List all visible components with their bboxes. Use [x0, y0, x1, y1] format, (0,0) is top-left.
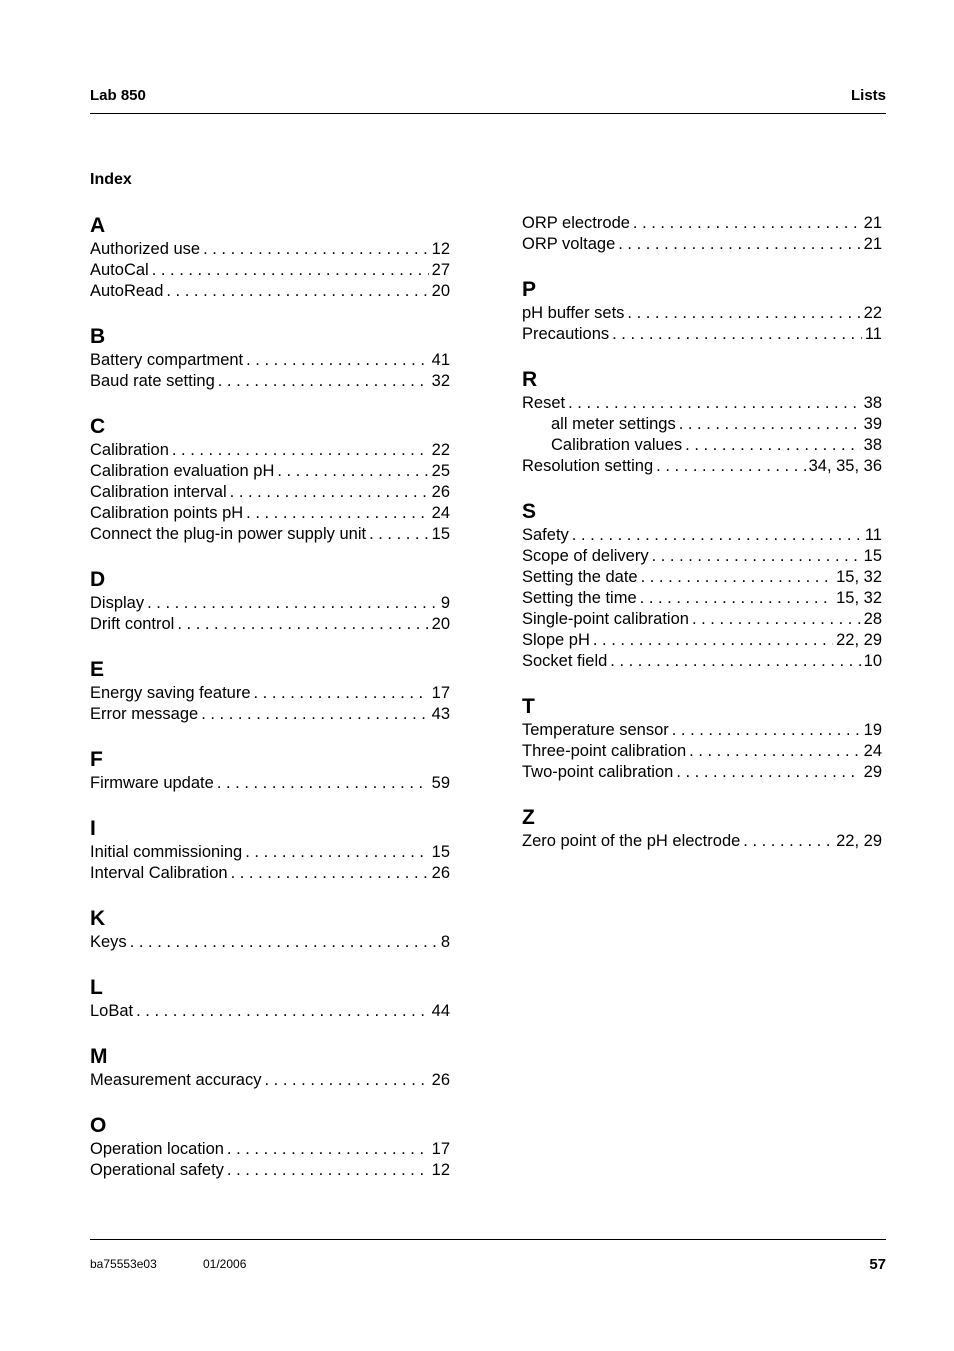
section-letter: B: [90, 325, 106, 348]
index-entry: [90, 704, 450, 725]
section-letter: F: [90, 748, 103, 771]
index-section: [522, 499, 882, 672]
dot-leader: [217, 773, 429, 794]
index-section: [90, 567, 450, 635]
entry-term: Setting the time: [522, 589, 637, 607]
entry-page: 15, 32: [836, 568, 882, 586]
index-section: [90, 1044, 450, 1091]
index-subentry: [522, 435, 882, 456]
section-letter: R: [522, 368, 538, 391]
running-header-section: Lists: [850, 87, 886, 104]
dot-leader: [254, 683, 429, 704]
entry-term: Keys: [90, 933, 127, 951]
index-column-left: [90, 213, 450, 1203]
entry-term: pH buffer sets: [522, 304, 625, 322]
dot-leader: [130, 932, 438, 953]
index-section: [522, 694, 882, 783]
dot-leader: [246, 503, 428, 524]
index-column-right: [522, 213, 882, 874]
index-entry: [90, 773, 450, 794]
entry-page: 29: [863, 763, 882, 781]
dot-leader: [656, 456, 805, 477]
index-entry: [90, 482, 450, 503]
section-letter: A: [90, 214, 106, 237]
entry-term: Drift control: [90, 615, 175, 633]
index-entry: [522, 630, 882, 651]
index-entry: [90, 1070, 450, 1091]
entry-term: Reset: [522, 394, 566, 412]
entry-term: all meter settings: [551, 415, 676, 433]
section-letter: K: [90, 907, 106, 930]
entry-page: 19: [863, 721, 882, 739]
entry-page: 26: [431, 864, 450, 882]
dot-leader: [265, 1070, 429, 1091]
index-entry: [522, 609, 882, 630]
index-entry: [90, 593, 450, 614]
index-section: [522, 277, 882, 345]
index-section: [90, 324, 450, 392]
index-entry: [90, 461, 450, 482]
index-section: [90, 816, 450, 884]
section-letter: T: [522, 695, 535, 718]
entry-term: Interval Calibration: [90, 864, 228, 882]
index-section: [90, 657, 450, 725]
entry-term: AutoCal: [90, 261, 149, 279]
dot-leader: [227, 1160, 429, 1181]
index-entry: [522, 741, 882, 762]
index-section: [90, 747, 450, 794]
dot-leader: [231, 863, 429, 884]
index-entry: [90, 1160, 450, 1181]
entry-term: Resolution setting: [522, 457, 654, 475]
dot-leader: [203, 239, 429, 260]
dot-leader: [633, 213, 861, 234]
dot-leader: [641, 567, 834, 588]
entry-page: 17: [431, 684, 450, 702]
dot-leader: [610, 651, 860, 672]
index-entry: [522, 567, 882, 588]
entry-term: ORP voltage: [522, 235, 616, 253]
section-letter: M: [90, 1045, 108, 1068]
index-entry: [90, 503, 450, 524]
dot-leader: [612, 324, 862, 345]
index-entry: [522, 213, 882, 234]
entry-page: 41: [431, 351, 450, 369]
entry-term: Error message: [90, 705, 199, 723]
entry-page: 26: [431, 1071, 450, 1089]
header-rule: [90, 113, 886, 114]
entry-page: 21: [863, 235, 882, 253]
dot-leader: [369, 524, 429, 545]
entry-term: LoBat: [90, 1002, 134, 1020]
section-letter: P: [522, 278, 537, 301]
entry-page: 11: [864, 526, 882, 544]
index-section: [90, 906, 450, 953]
entry-term: AutoRead: [90, 282, 164, 300]
dot-leader: [246, 350, 429, 371]
document-id: ba75553e03: [90, 1257, 157, 1271]
entry-page: 32: [431, 372, 450, 390]
entry-page: 44: [431, 1002, 450, 1020]
entry-term: Three-point calibration: [522, 742, 687, 760]
dot-leader: [227, 1139, 429, 1160]
entry-page: 15: [431, 525, 450, 543]
entry-page: 43: [431, 705, 450, 723]
index-entry: [522, 588, 882, 609]
index-section: [90, 414, 450, 545]
index-entry: [90, 239, 450, 260]
section-letter: L: [90, 976, 103, 999]
entry-page: 15: [863, 547, 882, 565]
entry-page: 26: [431, 483, 450, 501]
dot-leader: [218, 371, 429, 392]
index-entry: [522, 324, 882, 345]
dot-leader: [679, 414, 861, 435]
entry-term: Two-point calibration: [522, 763, 674, 781]
index-entry: [522, 393, 882, 414]
index-entry: [90, 932, 450, 953]
entry-page: 9: [440, 594, 450, 612]
running-header-title: Lab 850: [90, 87, 146, 104]
entry-page: 24: [863, 742, 882, 760]
dot-leader: [627, 303, 860, 324]
entry-term: Calibration values: [551, 436, 683, 454]
section-letter: C: [90, 415, 106, 438]
index-section: [90, 213, 450, 302]
dot-leader: [152, 260, 429, 281]
entry-term: Single-point calibration: [522, 610, 689, 628]
dot-leader: [201, 704, 428, 725]
index-entry: [522, 525, 882, 546]
entry-term: Precautions: [522, 325, 610, 343]
index-entry: [522, 546, 882, 567]
entry-page: 28: [863, 610, 882, 628]
dot-leader: [277, 461, 428, 482]
index-section: [522, 367, 882, 477]
dot-leader: [572, 525, 862, 546]
section-letter: Z: [522, 806, 535, 829]
index-subentry: [522, 414, 882, 435]
section-letter: D: [90, 568, 106, 591]
entry-term: Display: [90, 594, 145, 612]
entry-term: Initial commissioning: [90, 843, 243, 861]
entry-page: 11: [864, 325, 882, 343]
index-entry: [522, 720, 882, 741]
index-entry: [90, 863, 450, 884]
dot-leader: [147, 593, 438, 614]
dot-leader: [245, 842, 428, 863]
entry-term: Calibration interval: [90, 483, 227, 501]
entry-term: Firmware update: [90, 774, 214, 792]
dot-leader: [568, 393, 861, 414]
index-entry: [90, 260, 450, 281]
section-letter: E: [90, 658, 105, 681]
entry-page: 12: [431, 240, 450, 258]
entry-page: 59: [431, 774, 450, 792]
entry-term: Socket field: [522, 652, 608, 670]
section-letter: O: [90, 1114, 107, 1137]
entry-term: Measurement accuracy: [90, 1071, 262, 1089]
index-section: [522, 213, 882, 255]
section-letter: I: [90, 817, 96, 840]
dot-leader: [172, 440, 429, 461]
index-entry: [90, 1001, 450, 1022]
document-date: 01/2006: [203, 1257, 247, 1271]
entry-term: Temperature sensor: [522, 721, 669, 739]
entry-page: 27: [431, 261, 450, 279]
entry-term: Safety: [522, 526, 569, 544]
index-entry: [90, 350, 450, 371]
index-entry: [522, 651, 882, 672]
dot-leader: [689, 741, 860, 762]
index-entry: [90, 371, 450, 392]
dot-leader: [230, 482, 429, 503]
dot-leader: [136, 1001, 429, 1022]
index-entry: [90, 524, 450, 545]
entry-term: Scope of delivery: [522, 547, 649, 565]
index-entry: [90, 281, 450, 302]
entry-term: Slope pH: [522, 631, 590, 649]
page-title: Index: [90, 171, 132, 188]
entry-term: Energy saving feature: [90, 684, 251, 702]
entry-page: 20: [431, 615, 450, 633]
entry-term: Authorized use: [90, 240, 201, 258]
entry-page: 38: [863, 436, 882, 454]
index-entry: [90, 683, 450, 704]
entry-page: 25: [431, 462, 450, 480]
index-entry: [522, 762, 882, 783]
entry-term: Connect the plug-in power supply unit: [90, 525, 367, 543]
entry-page: 34, 35, 36: [808, 457, 882, 475]
entry-page: 8: [440, 933, 450, 951]
entry-term: Baud rate setting: [90, 372, 215, 390]
entry-term: ORP electrode: [522, 214, 630, 232]
entry-page: 10: [863, 652, 882, 670]
dot-leader: [743, 831, 833, 852]
index-section: [522, 805, 882, 852]
dot-leader: [177, 614, 428, 635]
index-section: [90, 975, 450, 1022]
entry-term: Battery compartment: [90, 351, 244, 369]
entry-page: 17: [431, 1140, 450, 1158]
page-number: 57: [869, 1256, 886, 1273]
index-entry: [90, 440, 450, 461]
dot-leader: [640, 588, 833, 609]
dot-leader: [166, 281, 428, 302]
entry-term: Calibration evaluation pH: [90, 462, 275, 480]
entry-term: Operation location: [90, 1140, 224, 1158]
entry-term: Calibration: [90, 441, 169, 459]
index-entry: [90, 614, 450, 635]
dot-leader: [593, 630, 833, 651]
index-entry: [522, 234, 882, 255]
entry-page: 22: [431, 441, 450, 459]
index-entry: [522, 303, 882, 324]
entry-page: 22, 29: [836, 631, 882, 649]
entry-term: Zero point of the pH electrode: [522, 832, 741, 850]
entry-page: 38: [863, 394, 882, 412]
index-section: [90, 1113, 450, 1181]
dot-leader: [676, 762, 860, 783]
entry-page: 15: [431, 843, 450, 861]
dot-leader: [618, 234, 860, 255]
dot-leader: [685, 435, 860, 456]
footer-rule: [90, 1239, 886, 1240]
index-entry: [90, 1139, 450, 1160]
entry-page: 12: [431, 1161, 450, 1179]
index-entry: [90, 842, 450, 863]
index-entry: [522, 831, 882, 852]
entry-page: 20: [431, 282, 450, 300]
section-letter: S: [522, 500, 537, 523]
entry-page: 22: [863, 304, 882, 322]
entry-page: 24: [431, 504, 450, 522]
dot-leader: [652, 546, 861, 567]
entry-page: 21: [863, 214, 882, 232]
dot-leader: [692, 609, 861, 630]
entry-term: Operational safety: [90, 1161, 224, 1179]
dot-leader: [672, 720, 861, 741]
index-entry: [522, 456, 882, 477]
entry-page: 15, 32: [836, 589, 882, 607]
entry-term: Calibration points pH: [90, 504, 244, 522]
entry-page: 22, 29: [836, 832, 882, 850]
entry-page: 39: [863, 415, 882, 433]
entry-term: Setting the date: [522, 568, 638, 586]
